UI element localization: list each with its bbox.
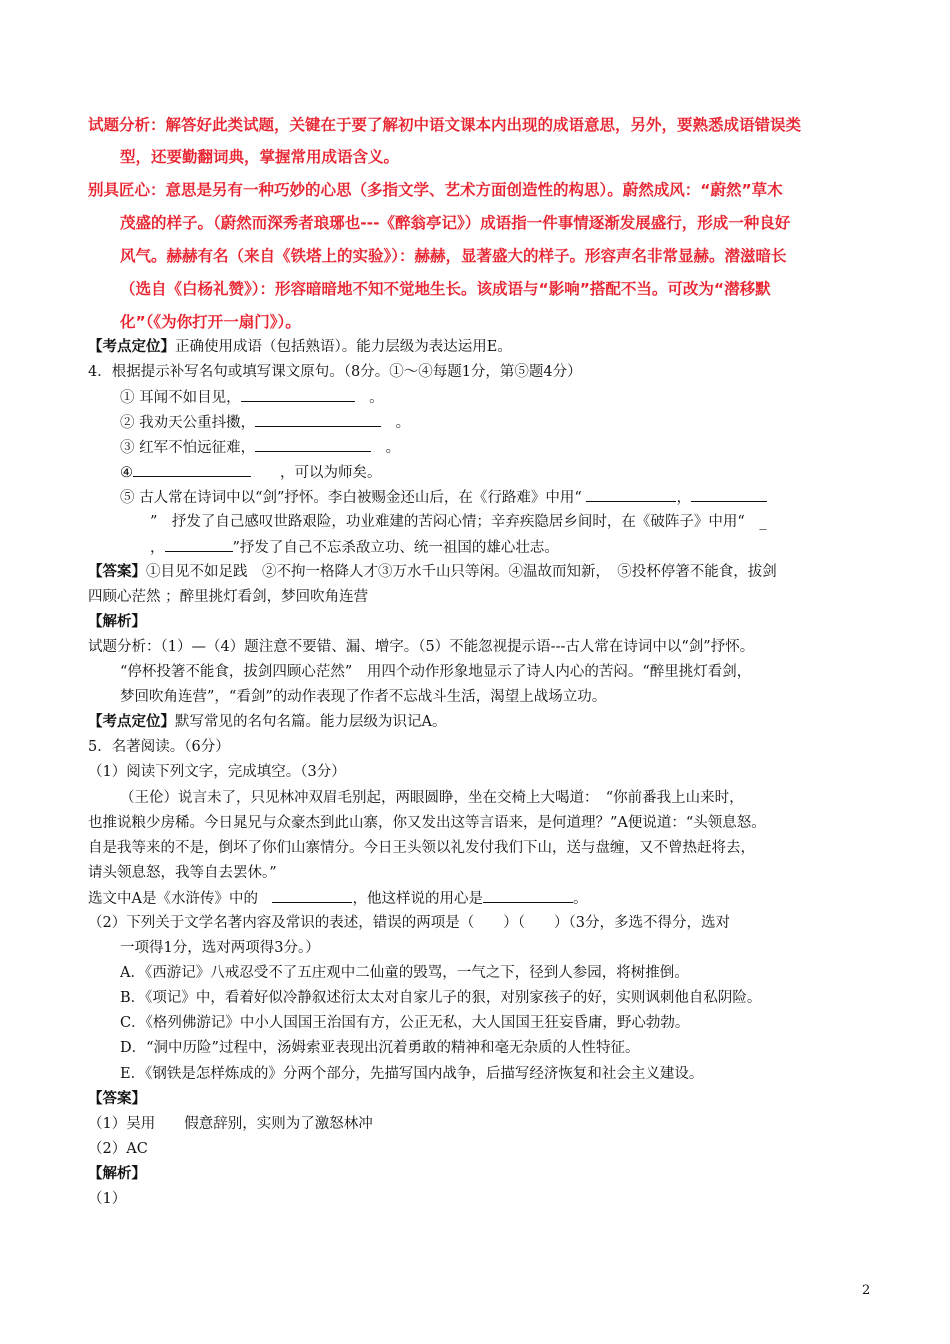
kaodian-3 (88, 336, 512, 358)
answer-blank (586, 486, 676, 502)
q5-passage-line-2: 也推说粮少房稀。今日晁兄与众豪杰到此山寨，你又发出这等言语来，是何道理？”A便说道：“头领息怒。 (88, 815, 766, 831)
q5-option-c: C．《格列佛游记》中小人国国王治国有方，公正无私，大人国国王狂妄昏庸，野心勃勃。 (120, 1015, 690, 1031)
q5-fill-end: 。 (572, 891, 588, 907)
answer-4-line-2: 四顾心茫然 ；醉里挑灯看剑，梦回吹角连营 (88, 589, 369, 605)
q5-passage-line-1: （王伦）说言未了，只见林冲双眉毛别起，两眼圆睁，坐在交椅上大喝道： “你前番我上山来时， (120, 790, 744, 806)
answer-tag: 【答案】 (88, 563, 146, 580)
answer-blank (255, 436, 371, 452)
q4-item-5-underscore: _ (759, 514, 767, 530)
kaodian-tag: 【考点定位】 (88, 338, 175, 355)
analysis-line-1: 试题分析：解答好此类试题，关键在于要了解初中语文课本内出现的成语意思，另外，要熟悉成语错误类 (88, 116, 802, 134)
q4-item-3-end: 。 (385, 440, 401, 456)
q4-item-2 (120, 411, 410, 434)
q5-fill-line (88, 887, 587, 910)
q4-item-5-comma-2: ， (150, 540, 165, 556)
answer-5-line-2: （2）AC (88, 1141, 148, 1157)
q4-item-5-line-1 (120, 486, 767, 509)
answer-blank (165, 536, 233, 552)
jiexi-5-tag: 【解析】 (88, 1165, 146, 1182)
analysis-line-3: 别具匠心：意思是另有一种巧妙的心思（多指文学、艺术方面创造性的构思）。蔚然成风：“蔚然”草木 (88, 181, 783, 199)
jiexi-5-line-1: （1） (88, 1191, 127, 1207)
answer-4-line-1 (88, 561, 777, 583)
q5-passage-line-3: 自是我等来的不是，倒坏了你们山寨情分。今日王头领以礼发付我们下山，送与盘缠，又不曾热赶将去， (88, 840, 755, 856)
answer-4-text-1: ①目见不如足践 ②不拘一格降人才③万水千山只等闲。④温故而知新， ⑤投杯停箸不能食，拔剑 (146, 564, 777, 580)
q4-item-5-line-2 (150, 511, 767, 533)
analysis-line-5: 风气。赫赫有名（来自《铁塔上的实验》）：赫赫，显著盛大的样子。形容声名非常显赫。潜滋暗长 (120, 247, 787, 265)
analysis-line-7: 化”（《为你打开一扇门》）。 (120, 313, 301, 331)
answer-blank (483, 887, 573, 903)
answer-blank (255, 411, 381, 427)
q4-item-3-prompt: ③ 红军不怕远征难， (120, 440, 256, 456)
q5-fill-middle: ，他这样说的用心是 (352, 891, 483, 907)
q5-title: 5．名著阅读。（6分） (88, 739, 230, 755)
jiexi-4-line-3: 梦回吹角连营”，“看剑”的动作表现了作者不忘战斗生活，渴望上战场立功。 (120, 689, 607, 705)
q4-item-1-prompt: ① 耳闻不如目见， (120, 390, 241, 406)
q5-option-e: E．《钢铁是怎样炼成的》分两个部分，先描写国内战争，后描写经济恢复和社会主义建设。 (120, 1066, 704, 1082)
q5-part-2-line-1: （2）下列关于文学名著内容及常识的表述，错误的两项是（ ）（ ）（3分，多选不得分，选对 (88, 915, 730, 931)
q4-item-1-end: 。 (369, 390, 384, 406)
kaodian-4 (88, 711, 446, 733)
q4-item-5-text-end: ”抒发了自己不忘杀敌立功、统一祖国的雄心壮志。 (232, 540, 559, 556)
answer-blank (133, 461, 251, 477)
analysis-line-6: （选自《白杨礼赞》）：形容暗暗地不知不觉地生长。该成语与“影响”搭配不当。可改为“潜移默 (120, 280, 771, 298)
q4-item-4-prompt: ④ (120, 465, 133, 481)
kaodian-tag: 【考点定位】 (88, 713, 175, 730)
q4-item-5-quote-close: ” (150, 514, 158, 530)
q4-item-5-line-3 (150, 536, 559, 559)
q5-option-b: B．《项记》中，看着好似冷静叙述衍太太对自家儿子的狠，对别家孩子的好，实则讽刺他自私阴险。 (120, 990, 762, 1006)
q4-item-2-end: 。 (395, 415, 411, 431)
q5-passage-line-4: 请头领息怒，我等自去罢休。” (88, 865, 277, 881)
q4-item-1 (120, 386, 384, 409)
q4-item-4 (120, 461, 382, 484)
answer-blank (272, 887, 352, 903)
analysis-line-2: 型，还要勤翻词典，掌握常用成语含义。 (120, 148, 400, 166)
jiexi-4-line-1: 试题分析：（1）—（4）题注意不要错、漏、增字。（5）不能忽视提示语---古人常在诗词中以“剑”抒怀。 (88, 639, 755, 655)
q5-option-a: A．《西游记》八戒忍受不了五庄观中二仙童的毁骂，一气之下，径到人参园，将树推倒。 (120, 965, 689, 981)
jiexi-4-tag: 【解析】 (88, 613, 146, 630)
q5-fill-prompt: 选文中A是《水浒传》中的 (88, 891, 258, 907)
q4-item-4-end: ，可以为师矣。 (280, 465, 382, 481)
analysis-line-4: 茂盛的样子。（蔚然而深秀者琅琊也---《醉翁亭记》）成语指一件事情逐渐发展盛行，形成一种良好 (120, 214, 791, 232)
q5-option-d: D．“洞中历险”过程中，汤姆索亚表现出沉着勇敢的精神和毫无杂质的人性特征。 (120, 1040, 640, 1056)
q5-part-1-title: （1）阅读下列文字，完成填空。（3分） (88, 764, 346, 780)
q4-item-5-prompt: ⑤ 古人常在诗词中以“剑”抒怀。李白被赐金还山后，在《行路难》中用“ (120, 490, 582, 506)
page-number: 2 (862, 1283, 871, 1298)
answer-5-tag: 【答案】 (88, 1090, 146, 1107)
q5-part-2-line-2: 一项得1分，选对两项得3分。） (120, 940, 320, 956)
answer-5-line-1: （1）吴用 假意辞别，实则为了激怒林冲 (88, 1116, 373, 1132)
q4-item-3 (120, 436, 400, 459)
jiexi-4-line-2: “停杯投箸不能食，拔剑四顾心茫然” 用四个动作形象地显示了诗人内心的苦闷。“醉里挑灯看剑， (120, 664, 752, 680)
answer-blank (691, 486, 767, 502)
kaodian-text: 正确使用成语（包括熟语）。能力层级为表达运用E。 (175, 339, 512, 355)
answer-blank (241, 386, 355, 402)
kaodian-text: 默写常见的名句名篇。能力层级为识记A。 (175, 714, 447, 730)
q4-item-2-prompt: ② 我劝天公重抖擞， (120, 415, 256, 431)
q4-title: 4．根据提示补写名句或填写课文原句。（8分。①～④每题1分，第⑤题4分） (88, 364, 582, 380)
q4-item-5-comma: ， (676, 490, 691, 506)
q4-item-5-text: 抒发了自己感叹世路艰险，功业难建的苦闷心情；辛弃疾隐居乡间时，在《破阵子》中用“ (171, 514, 745, 530)
